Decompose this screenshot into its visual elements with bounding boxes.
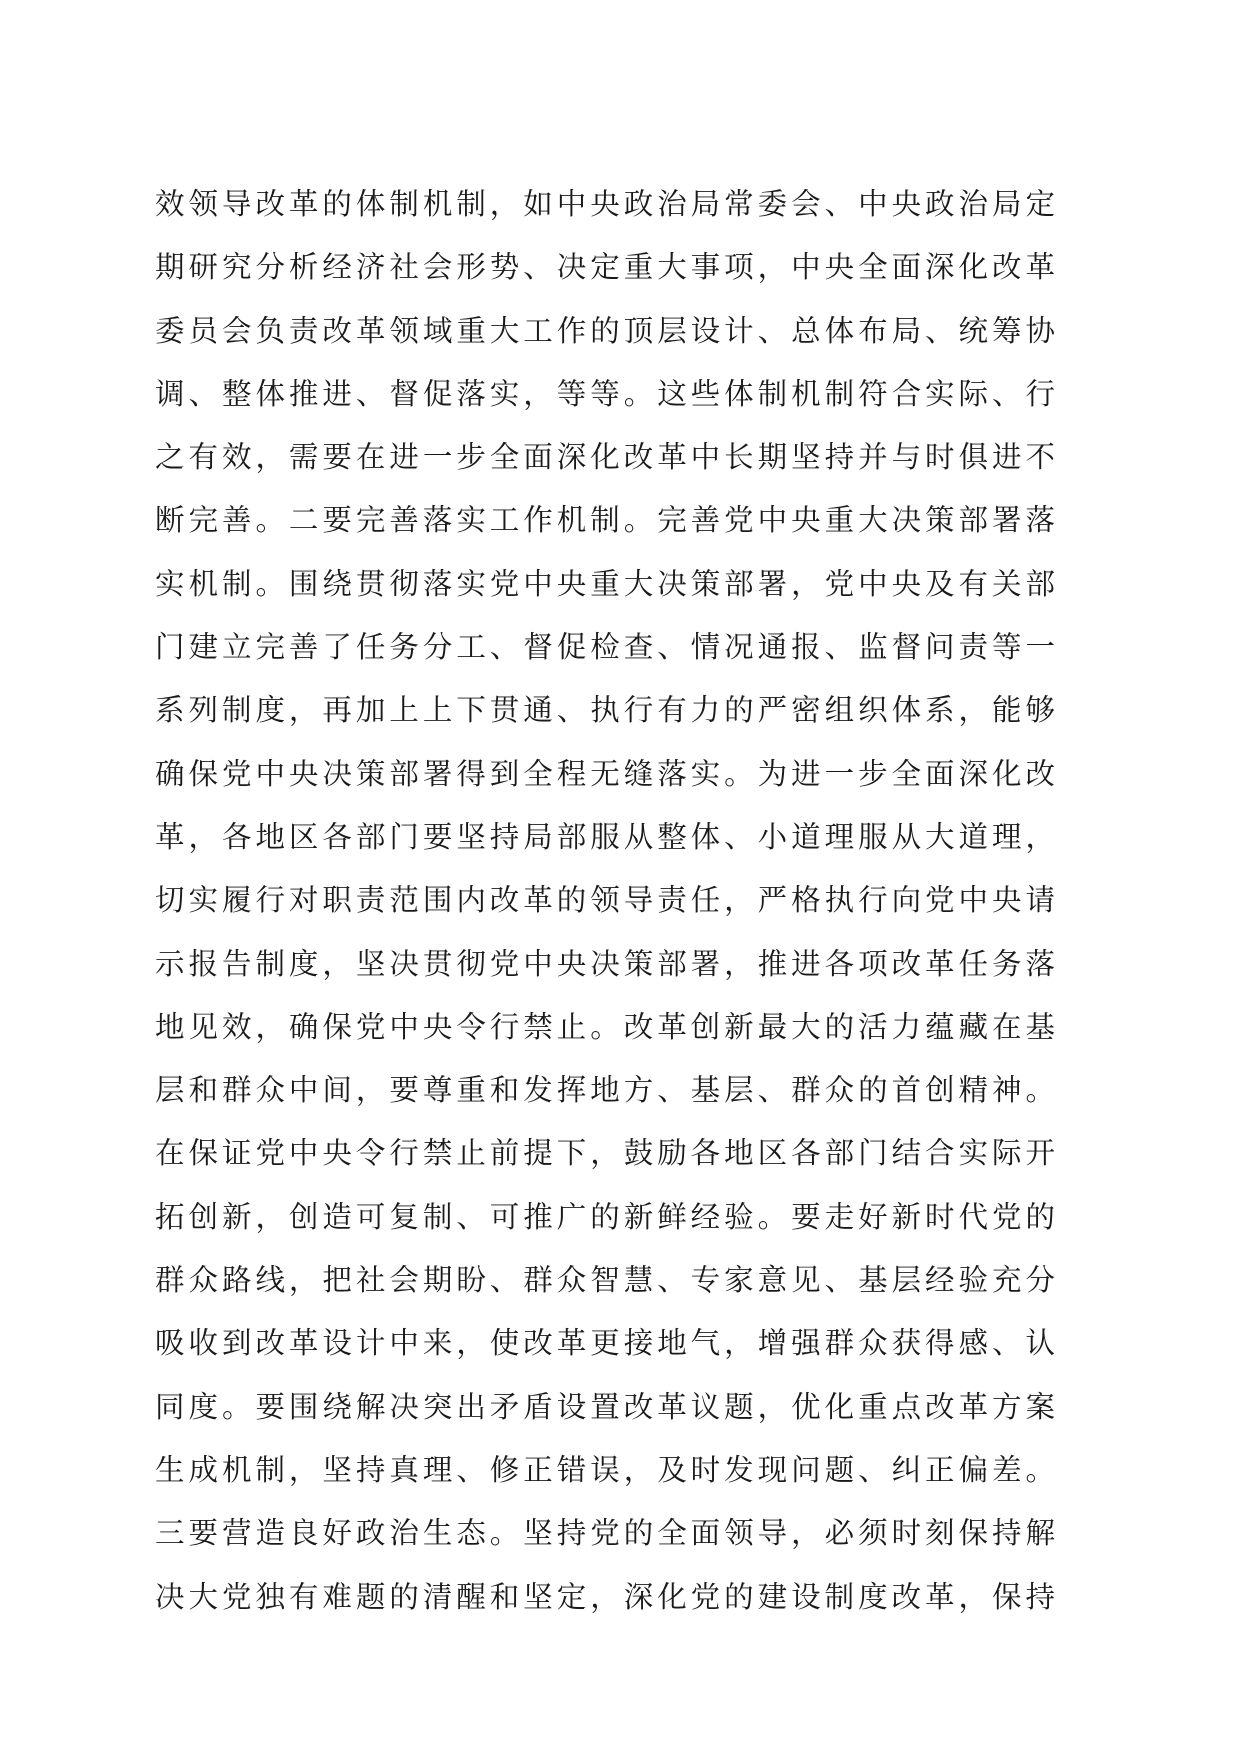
text-line: 层和群众中间，要尊重和发挥地方、基层、群众的首创精神。 [155,1073,1055,1108]
text-line: 决大党独有难题的清醒和坚定，深化党的建设制度改革，保持 [155,1579,1055,1614]
text-line: 革，各地区各部门要坚持局部服从整体、小道理服从大道理， [155,819,1055,854]
text-line: 效领导改革的体制机制，如中央政治局常委会、中央政治局定 [155,187,1055,221]
text-line: 三要营造良好政治生态。坚持党的全面领导，必须时刻保持解 [155,1516,1055,1551]
text-line: 确保党中央决策部署得到全程无缝落实。为进一步全面深化改 [155,756,1055,791]
text-line: 门建立完善了任务分工、督促检查、情况通报、监督问责等一 [155,630,1055,665]
text-line: 断完善。二要完善落实工作机制。完善党中央重大决策部署落 [155,503,1055,538]
text-line: 在保证党中央令行禁止前提下，鼓励各地区各部门结合实际开 [155,1136,1055,1171]
text-line: 系列制度，再加上上下贯通、执行有力的严密组织体系，能够 [155,693,1055,728]
text-line: 地见效，确保党中央令行禁止。改革创新最大的活力蕴藏在基 [155,1009,1055,1044]
text-line: 实机制。围绕贯彻落实党中央重大决策部署，党中央及有关部 [155,566,1055,601]
text-line: 群众路线，把社会期盼、群众智慧、专家意见、基层经验充分 [155,1263,1055,1298]
text-line: 期研究分析经济社会形势、决定重大事项，中央全面深化改革 [155,250,1055,285]
text-line: 之有效，需要在进一步全面深化改革中长期坚持并与时俱进不 [155,440,1055,475]
text-line: 委员会负责改革领域重大工作的顶层设计、总体布局、统筹协 [155,313,1055,348]
body-text [155,173,1055,1629]
text-line: 同度。要围绕解决突出矛盾设置改革议题，优化重点改革方案 [155,1389,1055,1424]
text-line: 示报告制度，坚决贯彻党中央决策部署，推进各项改革任务落 [155,946,1055,981]
text-line: 拓创新，创造可复制、可推广的新鲜经验。要走好新时代党的 [155,1199,1055,1234]
text-line: 吸收到改革设计中来，使改革更接地气，增强群众获得感、认 [155,1326,1055,1361]
text-line: 切实履行对职责范围内改革的领导责任，严格执行向党中央请 [155,883,1055,918]
text-line: 生成机制，坚持真理、修正错误，及时发现问题、纠正偏差。 [155,1452,1055,1487]
text-line: 调、整体推进、督促落实，等等。这些体制机制符合实际、行 [155,376,1055,411]
